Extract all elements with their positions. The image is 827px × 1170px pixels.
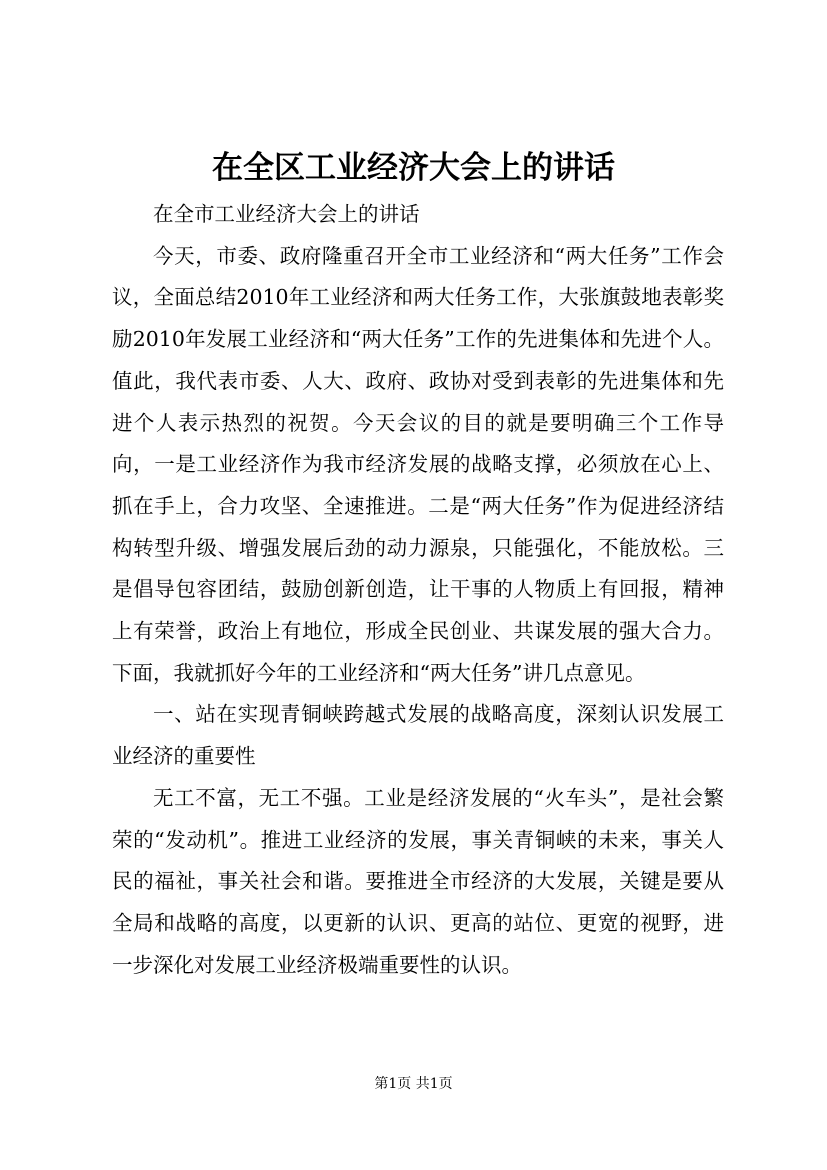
section-heading-paragraph: 一、站在实现青铜峡跨越式发展的战略高度，深刻认识发展工业经济的重要性: [112, 702, 724, 769]
body-paragraph: 今天，市委、政府隆重召开全市工业经济和“两大任务”工作会议，全面总结2010年工业经济和两大任务工作，大张旗鼓地表彰奖励2010年发展工业经济和“两大任务”工作的先进集体和先进个人。值此，我代表市委、人大、政府、政协对受到表彰的先进集体和先进个人表示热烈的祝贺。今天会议的目的就是要明确三个工作导向，一是工业经济作为我市经济发展的战略支撑，必须放在心上、抓在手上，合力攻坚、全速推进。二是“两大任务”作为促进经济结构转型升级、增强发展后劲的动力源泉，只能强化，不能放松。三是倡导包容团结，鼓励创新创造，让干事的人物质上有回报，精神上有荣誉，政治上有地位，形成全民创业、共谋发展的强大合力。下面，我就抓好今年的工业经济和“两大任务”讲几点意见。: [112, 243, 724, 685]
document-title: 在全区工业经济大会上的讲话: [212, 150, 615, 186]
page-footer: 第1页 共1页: [374, 1076, 453, 1092]
document-body: [112, 194, 724, 986]
subtitle-paragraph: 在全市工业经济大会上的讲话: [153, 202, 420, 226]
body-paragraph: 无工不富，无工不强。工业是经济发展的“火车头”，是社会繁荣的“发动机”。推进工业经济的发展，事关青铜峡的未来，事关人民的福祉，事关社会和谐。要推进全市经济的大发展，关键是要从全局和战略的高度，以更新的认识、更高的站位、更宽的视野，进一步深化对发展工业经济极端重要性的认识。: [112, 785, 724, 977]
